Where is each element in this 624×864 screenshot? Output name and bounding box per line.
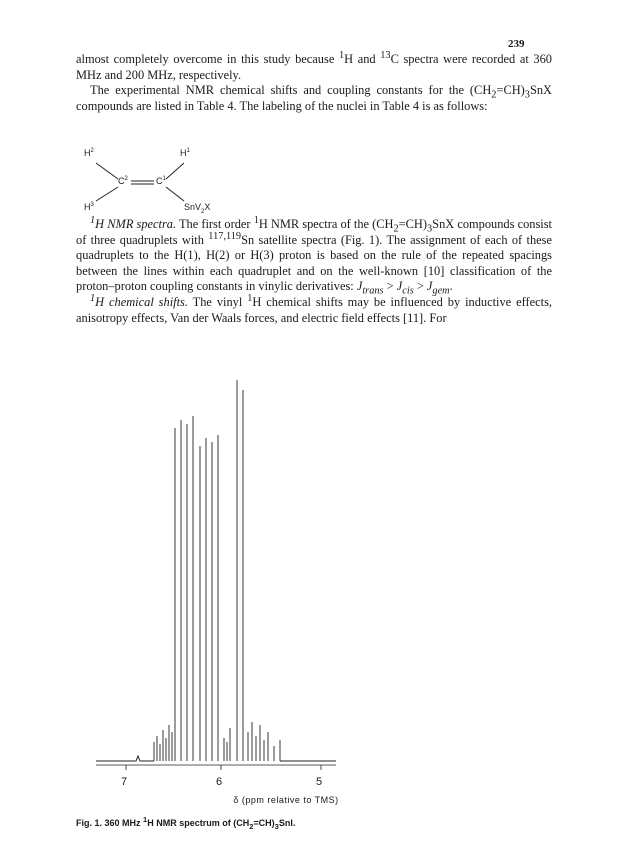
nmr-spectrum: [96, 380, 586, 780]
body-text: [76, 214, 552, 326]
atom-h2: $H^2$: [84, 148, 94, 158]
x-tick-label-7: 7: [121, 776, 128, 788]
spectrum-peaks: [154, 380, 336, 761]
intro-paragraph-2: The experimental NMR chemical shifts and coupling constants for the $(CH_2=CH)_3SnX$ compounds are listed in Table 4. The labeling of the nuclei in Table 4 is as follows:: [76, 83, 552, 113]
figure-caption: Fig. 1. 360 MHz $^1$H NMR spectrum of $(CH_2=CH)_3SnI$.: [76, 815, 296, 831]
body-paragraph-2: $^1$H chemical shifts. The vinyl $^1$H chemical shifts may be influenced by inductive effects, anisotropy effects, Van der Waals forces, and electric field effects [11]. For: [76, 292, 552, 325]
intro-text: [76, 49, 552, 114]
x-tick-label-6: 6: [216, 776, 223, 788]
x-tick-label-5: 5: [316, 776, 323, 788]
intro-paragraph-1: almost completely overcome in this study because $^1$H and $^{13}$C spectra were recorded at 360 MHz and 200 MHz, respectively.: [76, 49, 552, 82]
vinyl-structure-diagram: [76, 146, 236, 216]
spectrum-baseline: [96, 756, 154, 761]
atom-snv2x: SnV$_2$X: [184, 202, 211, 215]
x-axis-label: δ (ppm relative to TMS): [233, 795, 339, 805]
atom-h1: $H^1$: [180, 148, 190, 158]
page-number: 239: [508, 38, 525, 50]
body-paragraph-1: $^1$H NMR spectra. The first order $^1$H NMR spectra of the $(CH_2=CH)_3SnX$ compounds consist of three quadruplets with $^{117,119}$Sn satellite spectra (Fig. 1). The assignment of each of these quadruplets to the H(1), H(2) or H(3) proton is based on the rule of the repeated spacings between the lines within each quadruplet and on the well-known [10] classification of the proton–proton coupling constants in vinylic derivatives: $J_{trans} > J_{cis} > J_{gem}$.: [76, 214, 552, 297]
atom-c1: $C^1$: [156, 176, 166, 186]
atom-h3: $H^3$: [84, 202, 94, 212]
atom-c2: $C^2$: [118, 176, 128, 186]
